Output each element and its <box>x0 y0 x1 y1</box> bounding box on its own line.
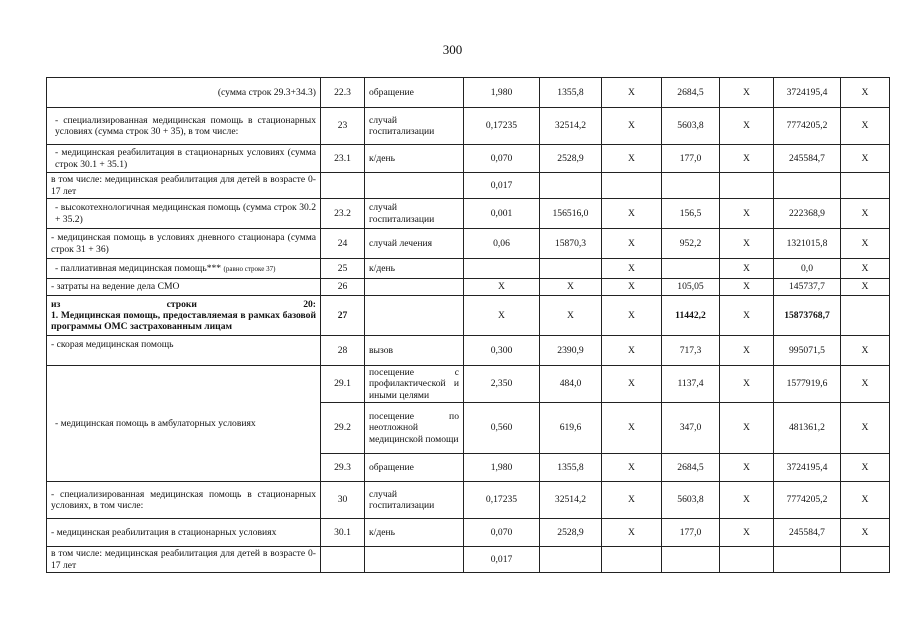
row-value: 1,980 <box>464 454 540 482</box>
row-value: Х <box>602 108 662 145</box>
row-value: Х <box>720 259 774 279</box>
row-unit: случай госпитализации <box>365 199 464 229</box>
table-row <box>47 259 890 279</box>
row-value: 177,0 <box>662 145 720 173</box>
row-value: 619,6 <box>540 403 602 454</box>
row-name: в том числе: медицинская реабилитация для детей в возрасте 0-17 лет <box>47 547 321 573</box>
row-value: 2684,5 <box>662 78 720 108</box>
row-value: 2684,5 <box>662 454 720 482</box>
row-value: 145737,7 <box>774 279 841 296</box>
table-row <box>47 229 890 259</box>
row-value: 0,017 <box>464 173 540 199</box>
row-name: 1. Медицинская помощь, предоставляемая в рамках базовой программы ОМС застрахованным лицам <box>51 309 316 333</box>
row-name: - медицинская реабилитация в стационарных условиях (сумма строк 30.1 + 35.1) <box>47 145 321 173</box>
row-value <box>841 296 890 336</box>
row-name: - специализированная медицинская помощь в стационарных условиях, в том числе: <box>47 482 321 519</box>
row-value <box>774 547 841 573</box>
row-value: 952,2 <box>662 229 720 259</box>
row-value: Х <box>841 403 890 454</box>
row-value: Х <box>720 336 774 366</box>
row-value: 11442,2 <box>662 296 720 336</box>
row-value: Х <box>720 519 774 547</box>
row-value: 2,350 <box>464 366 540 403</box>
row-number: 30.1 <box>321 519 365 547</box>
row-value: 3724195,4 <box>774 78 841 108</box>
table-row <box>47 108 890 145</box>
row-value: Х <box>540 279 602 296</box>
row-value: Х <box>841 454 890 482</box>
row-unit: посещение по неотложной медицинской помощи <box>365 403 464 454</box>
row-value: 15870,3 <box>540 229 602 259</box>
row-value: Х <box>720 145 774 173</box>
row-name: - специализированная медицинская помощь в стационарных условиях (сумма строк 30 + 35), в том числе: <box>47 108 321 145</box>
row-value <box>464 259 540 279</box>
row-value: Х <box>720 482 774 519</box>
row-value: 1577919,6 <box>774 366 841 403</box>
row-value: 717,3 <box>662 336 720 366</box>
row-value: Х <box>841 482 890 519</box>
table-row <box>47 366 890 403</box>
row-value <box>602 547 662 573</box>
row-name: - медицинская реабилитация в стационарных условиях <box>47 519 321 547</box>
row-value: Х <box>720 279 774 296</box>
row-value: 5603,8 <box>662 108 720 145</box>
row-name-note: (равно строке 37) <box>223 264 276 273</box>
row-value: 484,0 <box>540 366 602 403</box>
row-value: Х <box>720 403 774 454</box>
row-value <box>720 173 774 199</box>
row-unit: к/день <box>365 519 464 547</box>
row-value: 2528,9 <box>540 519 602 547</box>
row-value: Х <box>602 366 662 403</box>
row-value: 222368,9 <box>774 199 841 229</box>
row-number: 27 <box>321 296 365 336</box>
row-value: 481361,2 <box>774 403 841 454</box>
row-value: 0,560 <box>464 403 540 454</box>
row-value <box>662 547 720 573</box>
row-value: 156516,0 <box>540 199 602 229</box>
row-value: 32514,2 <box>540 482 602 519</box>
row-value: 0,300 <box>464 336 540 366</box>
row-value: 15873768,7 <box>774 296 841 336</box>
row-value: 245584,7 <box>774 145 841 173</box>
row-value: Х <box>841 519 890 547</box>
page-number: 300 <box>442 42 463 57</box>
row-value <box>774 173 841 199</box>
row-value: Х <box>602 482 662 519</box>
row-value: 156,5 <box>662 199 720 229</box>
row-number: 23.1 <box>321 145 365 173</box>
row-value: Х <box>720 199 774 229</box>
row-name: - высокотехнологичная медицинская помощь (сумма строк 30.2 + 35.2) <box>47 199 321 229</box>
row-unit: случай госпитализации <box>365 108 464 145</box>
table-row <box>47 78 890 108</box>
financing-table <box>46 77 890 573</box>
row-number: 30 <box>321 482 365 519</box>
row-value: Х <box>841 108 890 145</box>
row-value: Х <box>720 78 774 108</box>
row-value: Х <box>720 454 774 482</box>
row-value: Х <box>841 366 890 403</box>
table-row <box>47 547 890 573</box>
row-unit: посещение с профилактической и иными целями <box>365 366 464 403</box>
row-value <box>602 173 662 199</box>
row-value: Х <box>720 366 774 403</box>
row-value: Х <box>841 229 890 259</box>
row-value: 32514,2 <box>540 108 602 145</box>
table-row <box>47 482 890 519</box>
row-value: Х <box>602 336 662 366</box>
table-row <box>47 279 890 296</box>
row-value: 105,05 <box>662 279 720 296</box>
row-value: 7774205,2 <box>774 108 841 145</box>
row-value: 1321015,8 <box>774 229 841 259</box>
row-value: 2528,9 <box>540 145 602 173</box>
row-value: 0,017 <box>464 547 540 573</box>
row-value: Х <box>841 199 890 229</box>
row-value: Х <box>841 78 890 108</box>
row-name-prefix: из строки 20: <box>51 298 316 310</box>
row-number: 29.3 <box>321 454 365 482</box>
row-value: Х <box>602 259 662 279</box>
row-value <box>720 547 774 573</box>
row-unit: случай лечения <box>365 229 464 259</box>
row-value <box>841 173 890 199</box>
row-unit <box>365 547 464 573</box>
row-number <box>321 173 365 199</box>
row-name: (сумма строк 29.3+34.3) <box>47 78 321 108</box>
row-unit: обращение <box>365 454 464 482</box>
row-name: в том числе: медицинская реабилитация для детей в возрасте 0-17 лет <box>47 173 321 199</box>
row-value: 1,980 <box>464 78 540 108</box>
row-value: Х <box>720 108 774 145</box>
row-unit <box>365 279 464 296</box>
row-number: 24 <box>321 229 365 259</box>
row-value: 5603,8 <box>662 482 720 519</box>
row-number: 26 <box>321 279 365 296</box>
row-value: 245584,7 <box>774 519 841 547</box>
row-name: - затраты на ведение дела СМО <box>47 279 321 296</box>
row-value: Х <box>602 199 662 229</box>
row-name: - медицинская помощь в условиях дневного стационара (сумма строк 31 + 36) <box>47 229 321 259</box>
row-value: Х <box>841 336 890 366</box>
row-value: Х <box>602 279 662 296</box>
row-value: 0,17235 <box>464 482 540 519</box>
row-unit: случай госпитализации <box>365 482 464 519</box>
row-value: Х <box>602 403 662 454</box>
row-number: 29.1 <box>321 366 365 403</box>
row-unit: к/день <box>365 145 464 173</box>
row-name-cell <box>47 259 321 279</box>
row-unit <box>365 173 464 199</box>
row-number: 23 <box>321 108 365 145</box>
row-value: 0,001 <box>464 199 540 229</box>
row-value: 0,17235 <box>464 108 540 145</box>
row-number: 28 <box>321 336 365 366</box>
row-value: Х <box>602 78 662 108</box>
row-number: 22.3 <box>321 78 365 108</box>
row-value: Х <box>602 519 662 547</box>
row-value: Х <box>602 145 662 173</box>
row-value: Х <box>602 454 662 482</box>
table-row <box>47 145 890 173</box>
row-value <box>540 259 602 279</box>
row-value: Х <box>602 296 662 336</box>
row-value <box>662 259 720 279</box>
row-number: 25 <box>321 259 365 279</box>
row-value: Х <box>841 279 890 296</box>
row-value: 0,0 <box>774 259 841 279</box>
row-name-cell <box>47 296 321 336</box>
row-value: 2390,9 <box>540 336 602 366</box>
table-row <box>47 519 890 547</box>
row-value: 177,0 <box>662 519 720 547</box>
row-name: - медицинская помощь в амбулаторных условиях <box>47 366 321 482</box>
row-value: 3724195,4 <box>774 454 841 482</box>
row-value: 347,0 <box>662 403 720 454</box>
row-value: Х <box>540 296 602 336</box>
row-number <box>321 547 365 573</box>
row-value: 0,06 <box>464 229 540 259</box>
row-value: 7774205,2 <box>774 482 841 519</box>
row-value: 1355,8 <box>540 454 602 482</box>
row-unit <box>365 296 464 336</box>
table-row <box>47 336 890 366</box>
row-value: Х <box>464 296 540 336</box>
row-name: - скорая медицинская помощь <box>47 336 321 366</box>
row-value: Х <box>602 229 662 259</box>
row-unit: обращение <box>365 78 464 108</box>
row-unit: к/день <box>365 259 464 279</box>
row-value: 1355,8 <box>540 78 602 108</box>
row-value: 995071,5 <box>774 336 841 366</box>
table-row <box>47 296 890 336</box>
row-value <box>540 173 602 199</box>
row-value: 0,070 <box>464 145 540 173</box>
table-row <box>47 199 890 229</box>
row-number: 23.2 <box>321 199 365 229</box>
row-value: Х <box>720 296 774 336</box>
row-value: 0,070 <box>464 519 540 547</box>
row-value <box>540 547 602 573</box>
row-value: Х <box>841 145 890 173</box>
row-unit: вызов <box>365 336 464 366</box>
row-number: 29.2 <box>321 403 365 454</box>
row-name: - паллиативная медицинская помощь*** <box>55 262 222 274</box>
row-value: Х <box>841 259 890 279</box>
row-value <box>841 547 890 573</box>
table-row <box>47 173 890 199</box>
row-value: Х <box>464 279 540 296</box>
row-value <box>662 173 720 199</box>
row-value: Х <box>720 229 774 259</box>
row-value: 1137,4 <box>662 366 720 403</box>
